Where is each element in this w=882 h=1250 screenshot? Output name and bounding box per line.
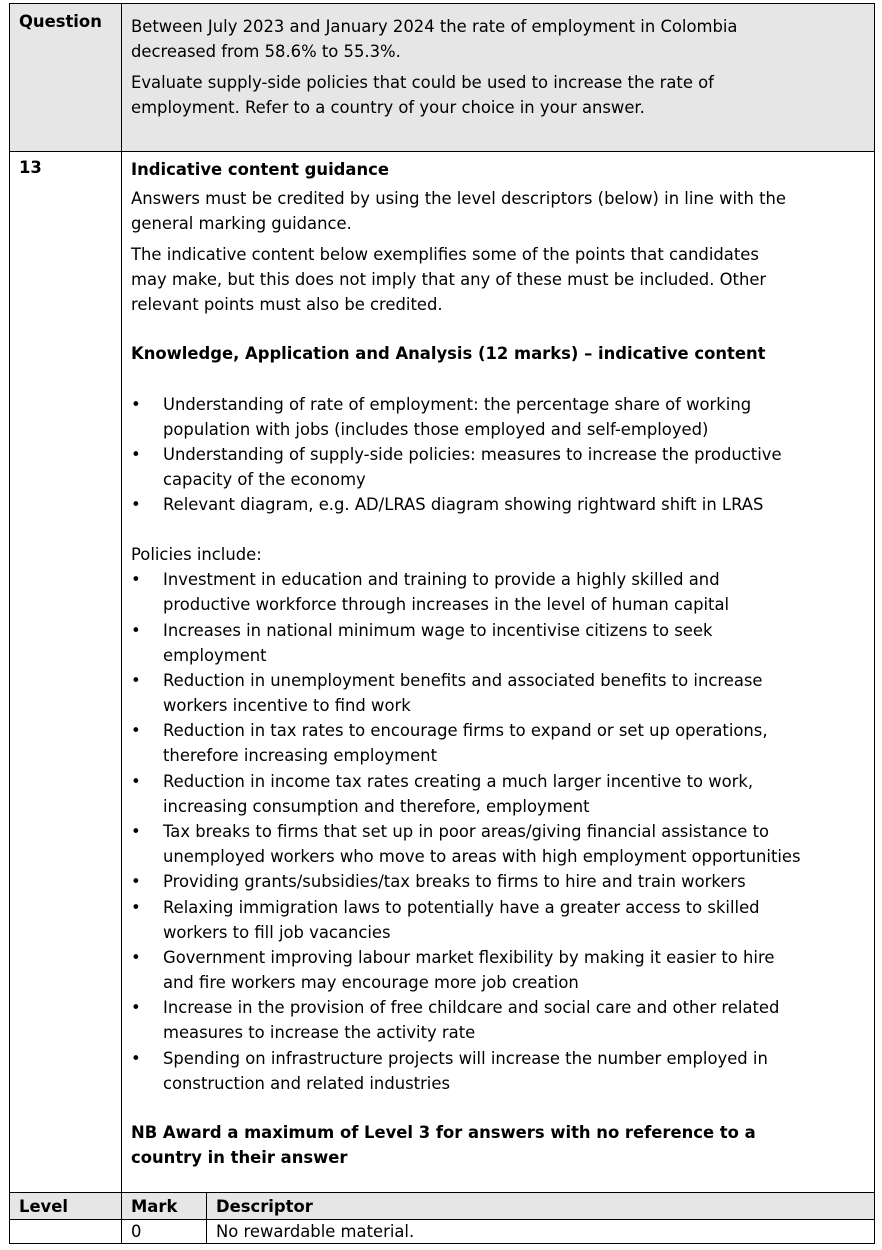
table-border-top (9, 3, 875, 4)
bullet-text-line: employment (163, 646, 267, 666)
question-label: Question (19, 12, 102, 31)
bullet-text-line: Tax breaks to firms that set up in poor areas/giving financial assistance to (163, 822, 770, 841)
bullet-text-line: Providing grants/subsidies/tax breaks to firms to hire and train workers (163, 872, 746, 891)
bullet-icon: • (131, 772, 141, 791)
bullet-text-line: workers incentive to find work (163, 696, 411, 716)
bullet-text-line: Investment in education and training to provide a highly skilled and (163, 570, 720, 589)
bullet-text-line: and fire workers may encourage more job creation (163, 973, 579, 993)
levels-row-mark: 0 (131, 1222, 142, 1241)
bullet-text-line: Increases in national minimum wage to incentivise citizens to seek (163, 621, 713, 640)
bullet-icon: • (131, 570, 141, 589)
bullet-text-line: workers to fill job vacancies (163, 923, 391, 943)
bullet-icon: • (131, 671, 141, 690)
question-number: 13 (19, 158, 42, 177)
question-text-line: employment. Refer to a country of your choice in your answer. (131, 98, 645, 117)
bullet-icon: • (131, 822, 141, 841)
levels-header-level: Level (19, 1197, 68, 1216)
levels-row-descriptor: No rewardable material. (216, 1222, 415, 1241)
bullet-text-line: Increase in the provision of free childcare and social care and other related (163, 998, 780, 1017)
bullet-text-line: Spending on infrastructure projects will increase the number employed in (163, 1049, 768, 1068)
nb-note-line: NB Award a maximum of Level 3 for answers with no reference to a (131, 1123, 756, 1142)
intro-line: general marking guidance. (131, 214, 352, 233)
bullet-text-line: construction and related industries (163, 1074, 450, 1094)
question-text-line: decreased from 58.6% to 55.3%. (131, 42, 401, 61)
question-text-line: Evaluate supply-side policies that could be used to increase the rate of (131, 73, 714, 92)
bullet-icon: • (131, 948, 141, 967)
policies-label: Policies include: (131, 545, 262, 564)
intro-line: relevant points must also be credited. (131, 295, 443, 314)
intro-line: may make, but this does not imply that any of these must be included. Other (131, 270, 767, 289)
bullet-text-line: productive workforce through increases in the level of human capital (163, 595, 730, 615)
bullet-text-line: therefore increasing employment (163, 746, 437, 766)
row-divider-levels-header (9, 1192, 875, 1193)
table-border-right (874, 3, 875, 1244)
bullet-text-line: increasing consumption and therefore, employment (163, 797, 590, 817)
bullet-icon: • (131, 445, 141, 464)
bullet-text-line: Understanding of rate of employment: the percentage share of working (163, 395, 752, 414)
levels-header-mark: Mark (131, 1197, 178, 1216)
bullet-text-line: Relevant diagram, e.g. AD/LRAS diagram showing rightward shift in LRAS (163, 495, 764, 514)
bullet-icon: • (131, 998, 141, 1017)
bullet-text-line: Reduction in tax rates to encourage firms to expand or set up operations, (163, 721, 768, 740)
bullet-text-line: Understanding of supply-side policies: measures to increase the productive (163, 445, 782, 464)
bullet-text-line: Relaxing immigration laws to potentially have a greater access to skilled (163, 898, 760, 917)
table-border-left (9, 3, 10, 1244)
bullet-text-line: Reduction in unemployment benefits and associated benefits to increase (163, 671, 763, 690)
bullet-icon: • (131, 872, 141, 891)
guidance-heading: Indicative content guidance (131, 160, 389, 179)
nb-note-line: country in their answer (131, 1148, 348, 1167)
bullet-text-line: Government improving labour market flexibility by making it easier to hire (163, 948, 775, 967)
bullet-icon: • (131, 898, 141, 917)
bullet-text-line: measures to increase the activity rate (163, 1023, 476, 1043)
intro-line: Answers must be credited by using the level descriptors (below) in line with the (131, 189, 786, 208)
bullet-icon: • (131, 621, 141, 640)
bullet-text-line: population with jobs (includes those employed and self-employed) (163, 420, 709, 440)
levels-header-descriptor: Descriptor (216, 1197, 313, 1216)
bullet-icon: • (131, 721, 141, 740)
column-divider-main (121, 3, 122, 1244)
bullet-icon: • (131, 495, 141, 514)
row-divider-question (9, 151, 875, 152)
column-divider-mark-descriptor (206, 1192, 207, 1244)
bullet-text-line: unemployed workers who move to areas with high employment opportunities (163, 847, 801, 867)
section-heading: Knowledge, Application and Analysis (12 marks) – indicative content (131, 344, 766, 363)
bullet-text-line: Reduction in income tax rates creating a much larger incentive to work, (163, 772, 754, 791)
bullet-icon: • (131, 1049, 141, 1068)
bullet-text-line: capacity of the economy (163, 470, 366, 490)
question-text-line: Between July 2023 and January 2024 the rate of employment in Colombia (131, 17, 738, 36)
intro-line: The indicative content below exemplifies some of the points that candidates (131, 245, 759, 264)
bullet-icon: • (131, 395, 141, 414)
